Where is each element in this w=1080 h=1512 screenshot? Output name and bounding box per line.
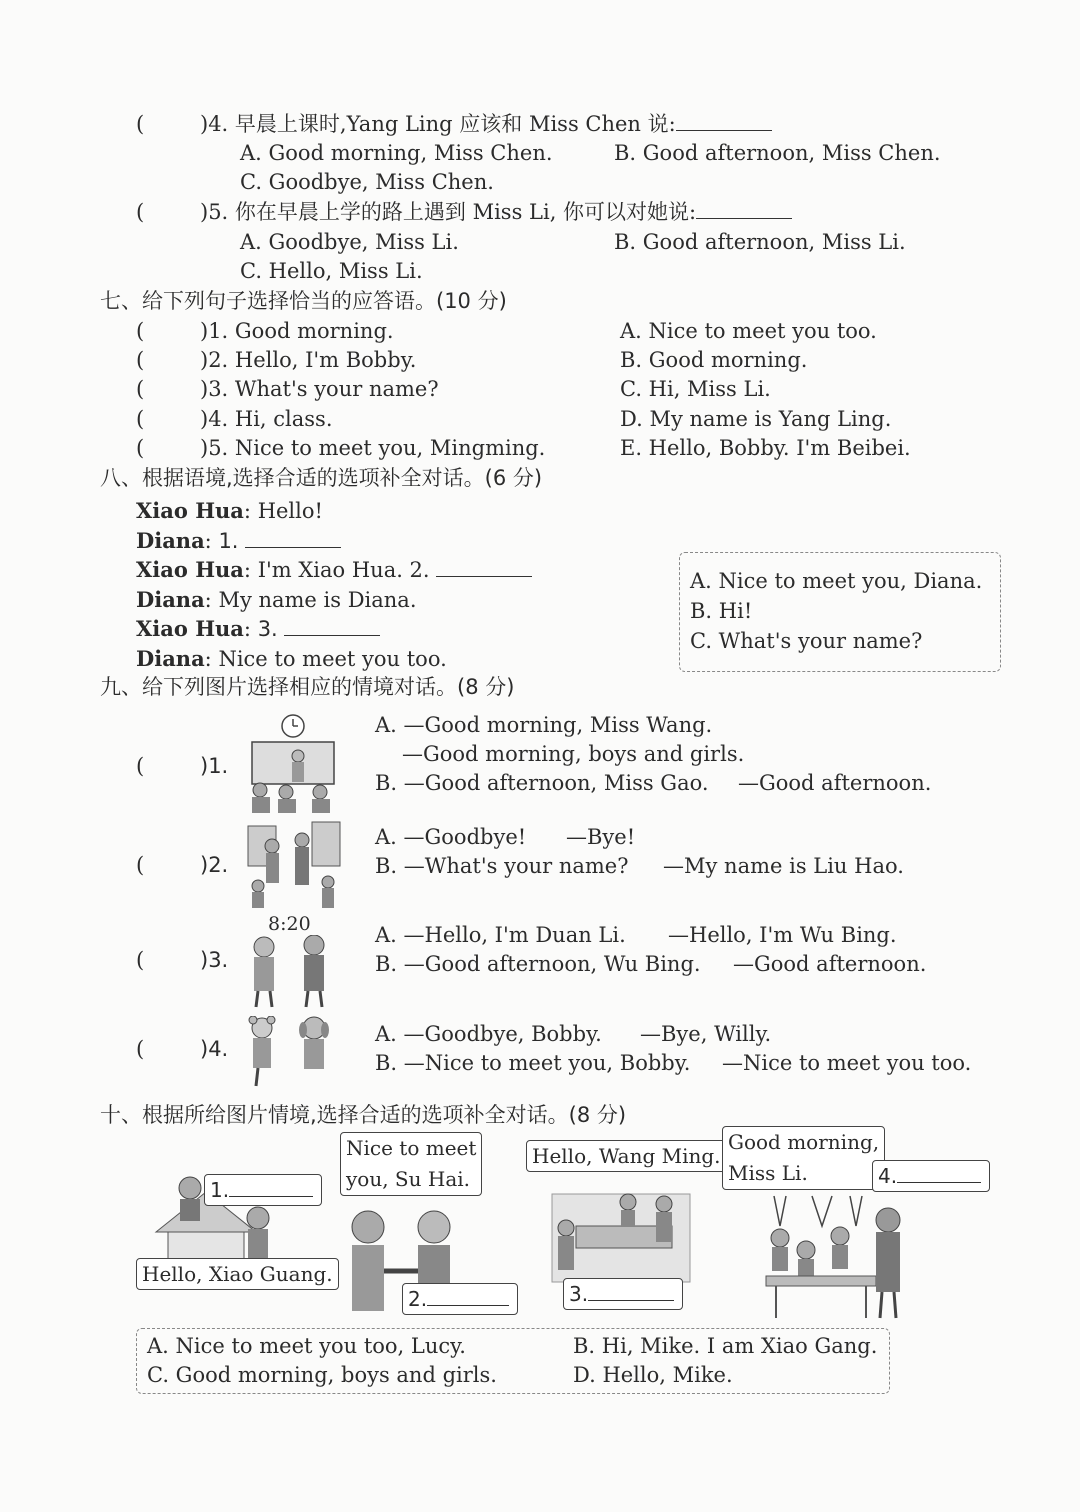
question-6-4 xyxy=(200,110,772,139)
dialogue-line xyxy=(136,644,447,674)
answer-blank[interactable] xyxy=(436,556,532,577)
children-table-illustration xyxy=(548,1184,694,1288)
option-b: B. Good afternoon, Miss Li. xyxy=(614,230,906,254)
option-b-line2: —My name is Liu Hao. xyxy=(663,854,904,878)
line-text: 1. xyxy=(218,529,239,553)
option-a-line1: A. —Goodbye, Bobby. xyxy=(375,1022,602,1046)
option-b: B. Hi, Mike. I am Xiao Gang. xyxy=(573,1334,878,1358)
answer-blank[interactable] xyxy=(676,110,772,131)
blank-number: 2. xyxy=(408,1287,428,1311)
answer-blank[interactable] xyxy=(229,1176,313,1197)
option-a-line2: —Hello, I'm Wu Bing. xyxy=(668,923,897,947)
colon: : xyxy=(204,529,212,553)
options-box xyxy=(679,552,1001,672)
options-box xyxy=(136,1328,890,1394)
question-7-1: )1. Good morning. xyxy=(200,319,394,343)
answer-paren: ( xyxy=(136,348,145,372)
option-c: C. What's your name? xyxy=(690,629,923,653)
answer-blank[interactable] xyxy=(897,1162,981,1183)
option-b: B. Hi! xyxy=(690,599,753,623)
item-number: )2. xyxy=(200,853,229,877)
option-a: A. Goodbye, Miss Li. xyxy=(240,230,459,254)
answer-paren: ( xyxy=(136,948,145,972)
bubble-line: Nice to meet xyxy=(346,1136,477,1160)
colon: : xyxy=(204,588,212,612)
speech-bubble-hello-xiao-guang: Hello, Xiao Guang. xyxy=(136,1258,339,1290)
response-option: D. My name is Yang Ling. xyxy=(620,407,892,431)
answer-blank[interactable] xyxy=(427,1285,509,1306)
option-a-line2: —Bye, Willy. xyxy=(640,1022,772,1046)
section-10-title: 十、根据所给图片情境,选择合适的选项补全对话。(8 分) xyxy=(100,1103,627,1127)
line-text: 3. xyxy=(257,617,278,641)
option-b: B. Good afternoon, Miss Chen. xyxy=(614,141,941,165)
response-option: E. Hello, Bobby. I'm Beibei. xyxy=(620,436,911,460)
blank-number: 4. xyxy=(878,1164,898,1188)
answer-paren: ( xyxy=(136,319,145,343)
speaker: Diana xyxy=(136,587,205,612)
answer-paren: ( xyxy=(136,1037,145,1061)
dialogue-line xyxy=(136,585,417,615)
option-a-line1: A. —Good morning, Miss Wang. xyxy=(375,713,713,737)
section-9-title: 九、给下列图片选择相应的情境对话。(8 分) xyxy=(100,675,515,699)
option-a-line1: A. —Hello, I'm Duan Li. xyxy=(375,923,626,947)
answer-paren: ( xyxy=(136,112,145,136)
option-a: A. Good morning, Miss Chen. xyxy=(240,141,553,165)
answer-paren: ( xyxy=(136,407,145,431)
dialogue-line xyxy=(136,555,532,585)
item-number: )4. xyxy=(200,1037,229,1061)
line-text: Hello! xyxy=(257,499,323,523)
animal-characters-illustration xyxy=(244,1016,336,1088)
speech-bubble-3 xyxy=(563,1278,683,1310)
clock-time: 8:20 xyxy=(268,913,311,935)
street-scene-illustration xyxy=(240,816,346,910)
option-b-line2: —Nice to meet you too. xyxy=(722,1051,972,1075)
speaker: Xiao Hua xyxy=(136,557,244,582)
question-7-5: )5. Nice to meet you, Mingming. xyxy=(200,436,546,460)
speaker: Xiao Hua xyxy=(136,498,244,523)
question-6-5 xyxy=(200,198,792,227)
question-7-3: )3. What's your name? xyxy=(200,377,439,401)
question-7-2: )2. Hello, I'm Bobby. xyxy=(200,348,417,372)
bubble-line: you, Su Hai. xyxy=(346,1167,470,1191)
option-c: C. Goodbye, Miss Chen. xyxy=(240,170,494,194)
speech-bubble-2 xyxy=(402,1283,518,1315)
speech-bubble-1 xyxy=(204,1174,322,1206)
option-a-line2: —Bye! xyxy=(566,825,636,849)
section-8-title: 八、根据语境,选择合适的选项补全对话。(6 分) xyxy=(100,466,543,490)
option-d: D. Hello, Mike. xyxy=(573,1363,733,1387)
option-a-line2: —Good morning, boys and girls. xyxy=(402,742,745,766)
dialogue-line xyxy=(136,496,323,526)
classroom-illustration xyxy=(240,712,346,816)
bubble-line: Good morning, xyxy=(728,1130,880,1154)
item-number: )3. xyxy=(200,948,229,972)
question-stem: )4. 早晨上课时,Yang Ling 应该和 Miss Chen 说: xyxy=(200,112,676,136)
speech-bubble-nice-to-meet xyxy=(340,1132,482,1196)
speaker: Xiao Hua xyxy=(136,616,244,641)
answer-blank[interactable] xyxy=(245,527,341,548)
option-c: C. Hello, Miss Li. xyxy=(240,259,423,283)
answer-paren: ( xyxy=(136,200,145,224)
option-b-line1: B. —Good afternoon, Miss Gao. xyxy=(375,771,709,795)
option-a: A. Nice to meet you, Diana. xyxy=(690,569,983,593)
answer-paren: ( xyxy=(136,853,145,877)
colon: : xyxy=(243,617,251,641)
answer-paren: ( xyxy=(136,754,145,778)
line-text: I'm Xiao Hua. 2. xyxy=(257,558,430,582)
option-b-line2: —Good afternoon. xyxy=(738,771,932,795)
colon: : xyxy=(204,647,212,671)
speaker: Diana xyxy=(136,646,205,671)
speech-bubble-4 xyxy=(872,1160,990,1192)
option-b-line1: B. —What's your name? xyxy=(375,854,629,878)
answer-blank[interactable] xyxy=(696,198,792,219)
line-text: My name is Diana. xyxy=(218,588,417,612)
answer-paren: ( xyxy=(136,436,145,460)
option-a: A. Nice to meet you too, Lucy. xyxy=(147,1334,466,1358)
two-children-illustration xyxy=(240,935,340,1009)
question-stem: )5. 你在早晨上学的路上遇到 Miss Li, 你可以对她说: xyxy=(200,200,697,224)
speech-bubble-good-morning xyxy=(722,1126,885,1190)
dialogue-line xyxy=(136,614,380,644)
answer-blank[interactable] xyxy=(284,615,380,636)
item-number: )1. xyxy=(200,754,229,778)
classroom-teacher-illustration xyxy=(756,1190,912,1322)
response-option: B. Good morning. xyxy=(620,348,808,372)
answer-paren: ( xyxy=(136,377,145,401)
dialogue-line xyxy=(136,526,341,556)
colon: : xyxy=(243,558,251,582)
speaker: Diana xyxy=(136,528,205,553)
answer-blank[interactable] xyxy=(588,1280,674,1301)
option-b-line1: B. —Good afternoon, Wu Bing. xyxy=(375,952,701,976)
option-a-line1: A. —Goodbye! xyxy=(375,825,527,849)
colon: : xyxy=(243,499,251,523)
line-text: Nice to meet you too. xyxy=(218,647,447,671)
question-7-4: )4. Hi, class. xyxy=(200,407,333,431)
section-7-title: 七、给下列句子选择恰当的应答语。(10 分) xyxy=(100,289,507,313)
option-b-line2: —Good afternoon. xyxy=(733,952,927,976)
response-option: C. Hi, Miss Li. xyxy=(620,377,771,401)
blank-number: 3. xyxy=(569,1282,589,1306)
blank-number: 1. xyxy=(210,1178,230,1202)
response-option: A. Nice to meet you too. xyxy=(620,319,877,343)
option-b-line1: B. —Nice to meet you, Bobby. xyxy=(375,1051,691,1075)
option-c: C. Good morning, boys and girls. xyxy=(147,1363,497,1387)
speech-bubble-hello-wang-ming: Hello, Wang Ming. xyxy=(526,1140,727,1172)
bubble-line: Miss Li. xyxy=(728,1161,808,1185)
